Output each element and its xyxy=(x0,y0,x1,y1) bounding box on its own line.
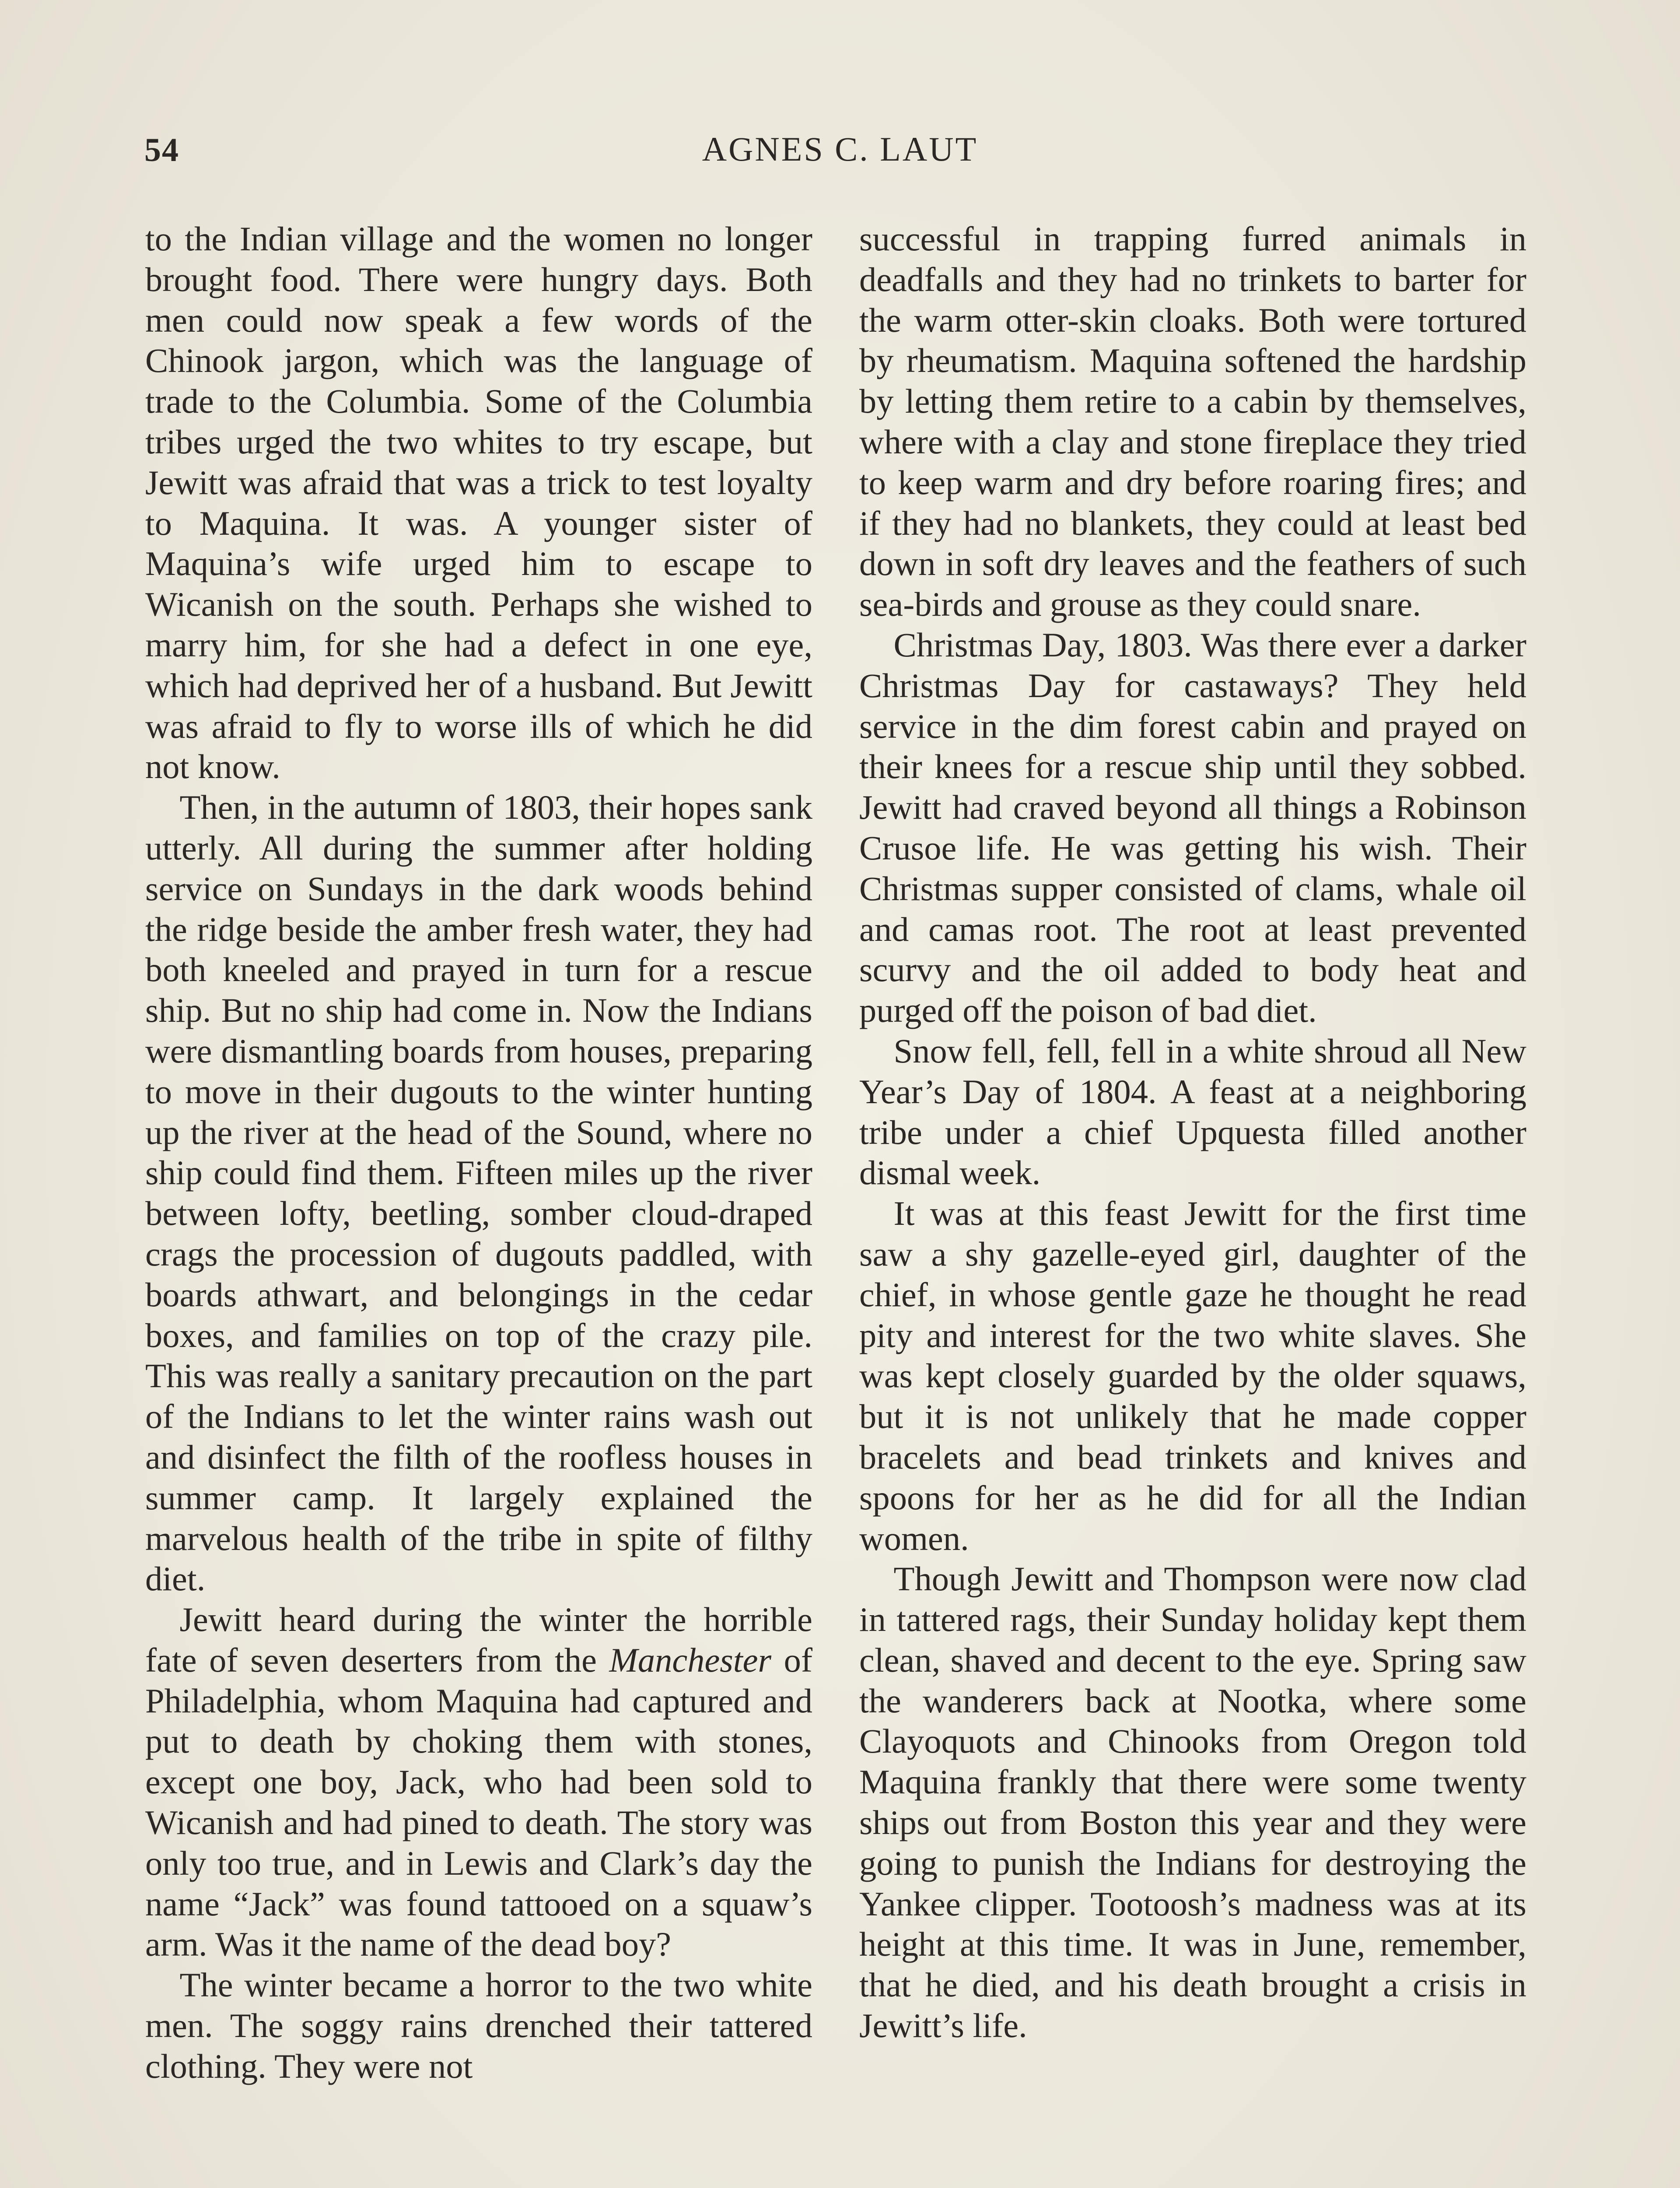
paragraph: Snow fell, fell, fell in a white shroud all New Year’s Day of 1804. A feast at a neighboring tribe under a chief Upquesta filled another dismal week. xyxy=(859,1031,1526,1192)
paragraph: Then, in the autumn of 1803, their hopes sank utterly. All during the summer after holding service on Sundays in the dark woods behind the ridge beside the amber fresh water, they had both kneeled and prayed in turn for a rescue ship. But no ship had come in. Now the Indians were dismantling boards from houses, preparing to move in their dugouts to the winter hunting up the river at the head of the Sound, where no ship could find them. Fifteen miles up the river between lofty, beetling, somber cloud-draped crags the procession of dugouts paddled, with boards athwart, and belongings in the cedar boxes, and families on top of the crazy pile. This was really a sanitary precaution on the part of the Indians to let the winter rains wash out and disinfect the filth of the roofless houses in summer camp. It largely explained the marvelous health of the tribe in spite of filthy diet. xyxy=(145,788,812,1598)
running-head: AGNES C. LAUT xyxy=(702,130,978,168)
paragraph-text: Jewitt heard during the winter the horrible fate of seven deserters from the xyxy=(145,1600,812,1679)
left-column xyxy=(145,219,812,2087)
right-column xyxy=(859,219,1526,2046)
paragraph: Christmas Day, 1803. Was there ever a darker Christmas Day for castaways? They held service in the dim forest cabin and prayed on their knees for a rescue ship until they sobbed. Jewitt had craved beyond all things a Robinson Crusoe life. He was getting his wish. Their Christmas supper consisted of clams, whale oil and camas root. The root at least prevented scurvy and the oil added to body heat and purged off the poison of bad diet. xyxy=(859,625,1526,1030)
ship-name: Manchester xyxy=(609,1641,772,1679)
paragraph-text: of Philadelphia, whom Maquina had captured and put to death by choking them with stones, except one boy, Jack, who had been sold to Wicanish and had pined to death. The story was only too true, and in Lewis and Clark’s day the name “Jack” was found tattooed on a squaw’s arm. Was it the name of the dead boy? xyxy=(145,1641,812,1964)
paragraph xyxy=(145,1599,812,1965)
page-number: 54 xyxy=(144,132,179,168)
paragraph: Though Jewitt and Thompson were now clad in tattered rags, their Sunday holiday kept them clean, shaved and decent to the eye. Spring saw the wanderers back at Nootka, where some Clayoquots and Chinooks from Oregon told Maquina frankly that there were some twenty ships out from Boston this year and they were going to punish the Indians for destroying the Yankee clipper. Tootoosh’s madness was at its height at this time. It was in June, remember, that he died, and his death brought a crisis in Jewitt’s life. xyxy=(859,1560,1526,2045)
paragraph: It was at this feast Jewitt for the first time saw a shy gazelle-eyed girl, daughter of the chief, in whose gentle gaze he thought he read pity and interest for the two white slaves. She was kept closely guarded by the older squaws, but it is not unlikely that he made copper bracelets and bead trinkets and knives and spoons for her as he did for all the Indian women. xyxy=(859,1194,1526,1557)
paragraph: The winter became a horror to the two white men. The soggy rains drenched their tattered clothing. They were not xyxy=(145,1966,812,2085)
paragraph: successful in trapping furred animals in deadfalls and they had no trinkets to barter for the warm otter-skin cloaks. Both were tortured by rheumatism. Maquina softened the hardship by letting them retire to a cabin by themselves, where with a clay and stone fireplace they tried to keep warm and dry before roaring fires; and if they had no blankets, they could at least bed down in soft dry leaves and the feathers of such sea-birds and grouse as they could snare. xyxy=(859,220,1526,624)
paragraph: to the Indian village and the women no longer brought food. There were hungry days. Both men could now speak a few words of the Chinook jargon, which was the language of trade to the Columbia. Some of the Columbia tribes urged the two whites to try escape, but Jewitt was afraid that was a trick to test loyalty to Maquina. It was. A younger sister of Maquina’s wife urged him to escape to Wicanish on the south. Perhaps she wished to marry him, for she had a defect in one eye, which had deprived her of a husband. But Jewitt was afraid to fly to worse ills of which he did not know. xyxy=(145,220,812,786)
